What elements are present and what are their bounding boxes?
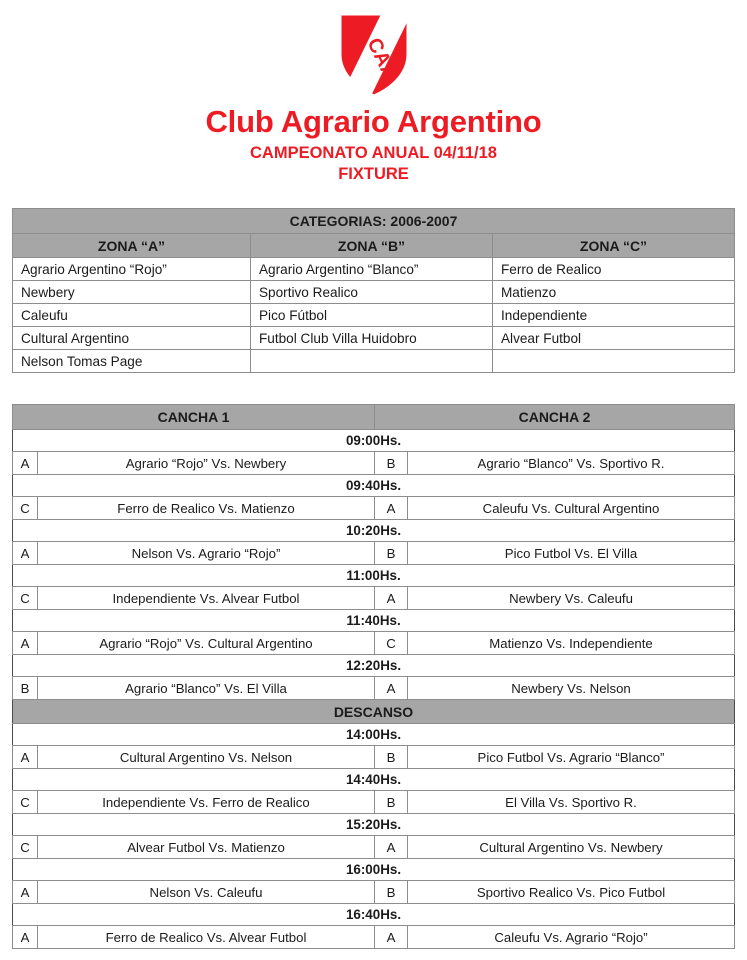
time-slot-label: 10:20Hs. <box>12 520 734 542</box>
zone-b-team: Pico Fútbol <box>250 304 492 327</box>
table-row <box>12 926 734 949</box>
fixture-section <box>0 404 747 949</box>
categories-title-row <box>12 209 734 234</box>
match-cancha2: Newbery Vs. Caleufu <box>408 587 735 610</box>
zone-badge-cancha1: A <box>12 452 37 475</box>
zone-b-team: Sportivo Realico <box>250 281 492 304</box>
time-slot-row <box>12 904 734 926</box>
svg-text:CAA: CAA <box>362 34 401 84</box>
table-row <box>12 791 734 814</box>
match-cancha1: Agrario “Rojo” Vs. Cultural Argentino <box>37 632 374 655</box>
zone-header-row <box>12 234 734 258</box>
zone-a-team: Agrario Argentino “Rojo” <box>12 258 250 281</box>
match-cancha1: Independiente Vs. Ferro de Realico <box>37 791 374 814</box>
time-slot-label: 14:40Hs. <box>12 769 734 791</box>
time-slot-row <box>12 655 734 677</box>
table-row <box>12 452 734 475</box>
categories-title: CATEGORIAS: 2006-2007 <box>12 209 734 234</box>
match-cancha1: Agrario “Blanco” Vs. El Villa <box>37 677 374 700</box>
match-cancha2: Agrario “Blanco” Vs. Sportivo R. <box>408 452 735 475</box>
zone-c-team: Matienzo <box>492 281 734 304</box>
zone-badge-cancha1: C <box>12 497 37 520</box>
table-row <box>12 587 734 610</box>
zone-b-team: Futbol Club Villa Huidobro <box>250 327 492 350</box>
time-slot-label: 14:00Hs. <box>12 724 734 746</box>
fixture-header-row <box>12 405 734 430</box>
time-slot-row <box>12 814 734 836</box>
time-slot-row <box>12 430 734 452</box>
table-row <box>12 497 734 520</box>
match-cancha1: Alvear Futbol Vs. Matienzo <box>37 836 374 859</box>
table-row <box>12 542 734 565</box>
cancha-2-header: CANCHA 2 <box>375 405 735 430</box>
match-cancha2: Caleufu Vs. Cultural Argentino <box>408 497 735 520</box>
zone-b-team <box>250 350 492 373</box>
break-row <box>12 700 734 724</box>
zone-header-a: ZONA “A” <box>12 234 250 258</box>
time-slot-label: 09:00Hs. <box>12 430 734 452</box>
page-title: Club Agrario Argentino <box>205 104 542 139</box>
fixture-body <box>12 405 734 949</box>
time-slot-row <box>12 610 734 632</box>
match-cancha1: Agrario “Rojo” Vs. Newbery <box>37 452 374 475</box>
zone-badge-cancha2: A <box>375 677 408 700</box>
zone-badge-cancha2: B <box>375 791 408 814</box>
zone-badge-cancha2: B <box>375 542 408 565</box>
time-slot-row <box>12 859 734 881</box>
zone-c-team: Ferro de Realico <box>492 258 734 281</box>
table-row <box>12 350 734 373</box>
zone-badge-cancha2: A <box>375 926 408 949</box>
match-cancha2: Pico Futbol Vs. Agrario “Blanco” <box>408 746 735 769</box>
break-label: DESCANSO <box>12 700 734 724</box>
time-slot-label: 16:40Hs. <box>12 904 734 926</box>
match-cancha2: Cultural Argentino Vs. Newbery <box>408 836 735 859</box>
time-slot-row <box>12 724 734 746</box>
table-row <box>12 677 734 700</box>
table-row <box>12 258 734 281</box>
match-cancha1: Independiente Vs. Alvear Futbol <box>37 587 374 610</box>
time-slot-label: 15:20Hs. <box>12 814 734 836</box>
match-cancha2: Sportivo Realico Vs. Pico Futbol <box>408 881 735 904</box>
match-cancha1: Nelson Vs. Agrario “Rojo” <box>37 542 374 565</box>
time-slot-label: 11:00Hs. <box>12 565 734 587</box>
zone-a-team: Newbery <box>12 281 250 304</box>
match-cancha1: Ferro de Realico Vs. Matienzo <box>37 497 374 520</box>
table-row <box>12 632 734 655</box>
zone-badge-cancha2: C <box>375 632 408 655</box>
time-slot-row <box>12 520 734 542</box>
time-slot-row <box>12 565 734 587</box>
time-slot-label: 11:40Hs. <box>12 610 734 632</box>
zone-badge-cancha2: B <box>375 881 408 904</box>
poster-header <box>0 0 747 186</box>
zone-c-team: Alvear Futbol <box>492 327 734 350</box>
zone-c-team: Independiente <box>492 304 734 327</box>
table-row <box>12 836 734 859</box>
zone-a-team: Caleufu <box>12 304 250 327</box>
zone-badge-cancha1: A <box>12 926 37 949</box>
zone-badge-cancha2: B <box>375 746 408 769</box>
zone-badge-cancha1: A <box>12 881 37 904</box>
zone-badge-cancha1: A <box>12 746 37 769</box>
zone-badge-cancha2: B <box>375 452 408 475</box>
time-slot-label: 12:20Hs. <box>12 655 734 677</box>
zone-badge-cancha1: B <box>12 677 37 700</box>
match-cancha2: Caleufu Vs. Agrario “Rojo” <box>408 926 735 949</box>
time-slot-label: 16:00Hs. <box>12 859 734 881</box>
categories-section <box>0 208 747 373</box>
match-cancha1: Cultural Argentino Vs. Nelson <box>37 746 374 769</box>
zone-badge-cancha2: A <box>375 836 408 859</box>
match-cancha2: Matienzo Vs. Independiente <box>408 632 735 655</box>
time-slot-row <box>12 769 734 791</box>
zone-a-team: Cultural Argentino <box>12 327 250 350</box>
zone-badge-cancha1: C <box>12 791 37 814</box>
categories-table <box>12 208 735 373</box>
table-row <box>12 281 734 304</box>
zone-c-team <box>492 350 734 373</box>
table-row <box>12 881 734 904</box>
match-cancha1: Ferro de Realico Vs. Alvear Futbol <box>37 926 374 949</box>
table-row <box>12 746 734 769</box>
zone-header-c: ZONA “C” <box>492 234 734 258</box>
match-cancha2: El Villa Vs. Sportivo R. <box>408 791 735 814</box>
zone-badge-cancha2: A <box>375 587 408 610</box>
table-row <box>12 304 734 327</box>
zone-badge-cancha1: A <box>12 632 37 655</box>
zone-badge-cancha1: A <box>12 542 37 565</box>
match-cancha2: Newbery Vs. Nelson <box>408 677 735 700</box>
campeonato-subtitle: CAMPEONATO ANUAL 04/11/18 <box>250 143 497 162</box>
cancha-1-header: CANCHA 1 <box>12 405 374 430</box>
time-slot-row <box>12 475 734 497</box>
table-row <box>12 327 734 350</box>
zone-header-b: ZONA “B” <box>250 234 492 258</box>
club-crest-icon <box>326 8 422 100</box>
fixture-subtitle: FIXTURE <box>338 165 409 184</box>
time-slot-label: 09:40Hs. <box>12 475 734 497</box>
match-cancha1: Nelson Vs. Caleufu <box>37 881 374 904</box>
zone-a-team: Nelson Tomas Page <box>12 350 250 373</box>
zone-badge-cancha2: A <box>375 497 408 520</box>
zone-badge-cancha1: C <box>12 836 37 859</box>
zone-b-team: Agrario Argentino “Blanco” <box>250 258 492 281</box>
fixture-table <box>12 404 735 949</box>
zone-badge-cancha1: C <box>12 587 37 610</box>
match-cancha2: Pico Futbol Vs. El Villa <box>408 542 735 565</box>
